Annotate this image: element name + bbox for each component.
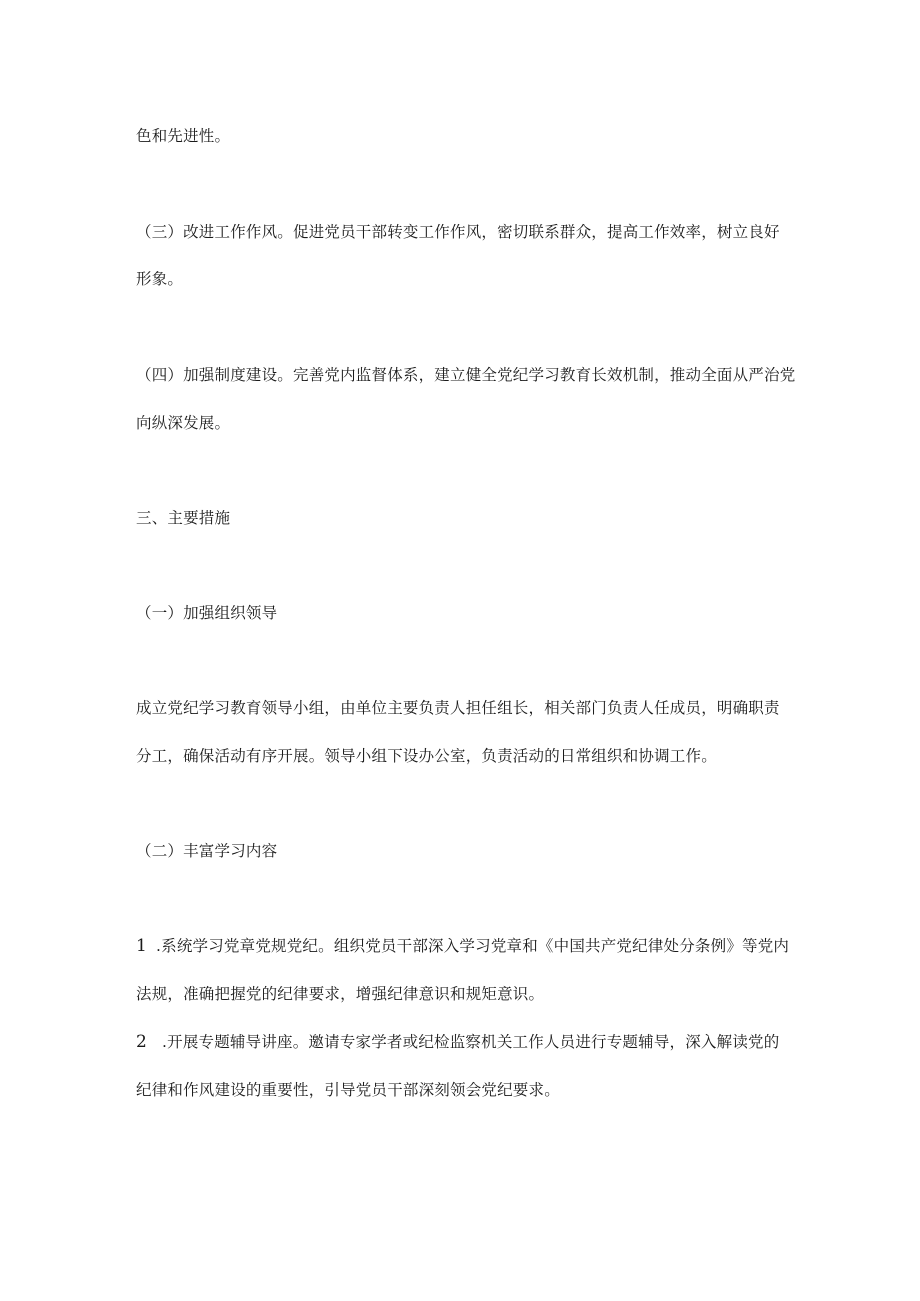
subsection-heading-two: （二）丰富学习内容 (136, 842, 278, 860)
paragraph-four-line-1: （四）加强制度建设。完善党内监督体系，建立健全党纪学习教育长效机制，推动全面从严治党 (136, 366, 796, 384)
subsection-one-body-line-2: 分工，确保活动有序开展。领导小组下设办公室，负责活动的日常组织和协调工作。 (136, 747, 717, 765)
list-item-two-line-2: 纪律和作风建设的重要性，引导党员干部深刻领会党纪要求。 (136, 1081, 560, 1099)
list-item-one-line-1 (136, 936, 789, 956)
list-item-number: 1 (136, 936, 148, 956)
paragraph-three-line-2: 形象。 (136, 270, 184, 288)
subsection-heading-one: （一）加强组织领导 (136, 604, 278, 622)
list-item-text: .系统学习党章党规党纪。组织党员干部深入学习党章和《中国共产党纪律处分条例》等党内 (156, 937, 790, 955)
paragraph-three-line-1: （三）改进工作作风。促进党员干部转变工作作风，密切联系群众，提高工作效率，树立良好 (136, 223, 780, 241)
list-item-text: .开展专题辅导讲座。邀请专家学者或纪检监察机关工作人员进行专题辅导，深入解读党的 (162, 1033, 780, 1051)
subsection-one-body-line-1: 成立党纪学习教育领导小组，由单位主要负责人担任组长，相关部门负责人任成员，明确职责 (136, 699, 780, 717)
list-item-number: 2 (136, 1032, 148, 1052)
section-heading: 三、主要措施 (136, 509, 231, 527)
paragraph-continuation: 色和先进性。 (136, 127, 231, 145)
list-item-two-line-1 (136, 1032, 779, 1052)
paragraph-four-line-2: 向纵深发展。 (136, 414, 231, 432)
list-item-one-line-2: 法规，准确把握党的纪律要求，增强纪律意识和规矩意识。 (136, 985, 545, 1003)
